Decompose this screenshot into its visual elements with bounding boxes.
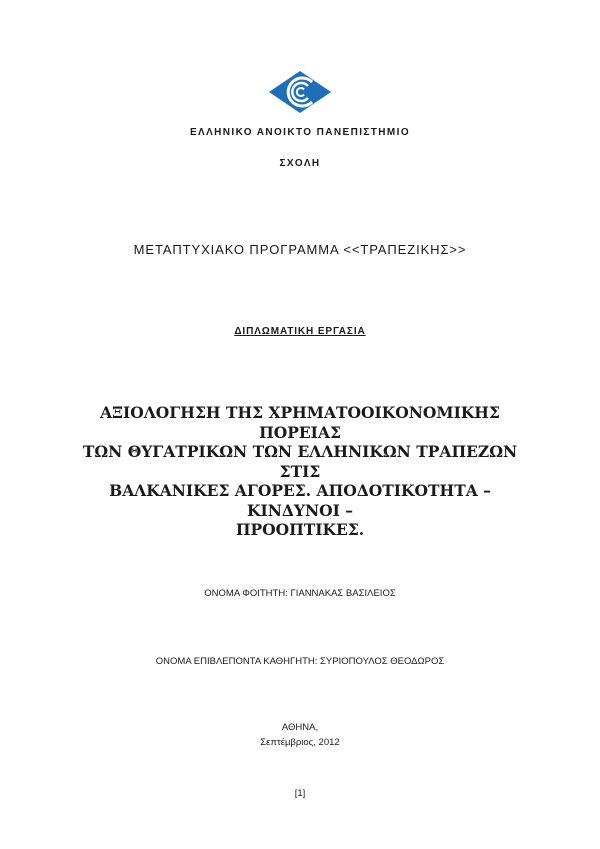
university-name: ΕΛΛΗΝΙΚΟ ΑΝΟΙΚΤΟ ΠΑΝΕΠΙΣΤΗΜΙΟ (189, 127, 411, 138)
supervisor-name: ΟΝΟΜΑ ΕΠΙΒΛΕΠΟΝΤΑ ΚΑΘΗΓΗΤΗ: ΣΥΡΙΟΠΟΥΛΟΣ ΘΕΟΔΩΡΟΣ (155, 656, 445, 667)
thesis-title-line: ΠΡΟΟΠΤΙΚΕΣ. (235, 520, 365, 539)
thesis-title (70, 403, 530, 540)
student-name: ΟΝΟΜΑ ΦΟΙΤΗΤΗ: ΓΙΑΝΝΑΚΑΣ ΒΑΣΙΛΕΙΟΣ (204, 588, 396, 599)
date: Σεπτέμβριος, 2012 (260, 737, 340, 748)
program-name: ΜΕΤΑΠΤΥΧΙΑΚΟ ΠΡΟΓΡΑΜΜΑ <<ΤΡΑΠΕΖΙΚΗΣ>> (133, 242, 467, 257)
school-name: ΣΧΟΛΗ (279, 158, 321, 169)
city: ΑΘΗΝΑ, (281, 722, 319, 733)
thesis-title-line: ΒΑΛΚΑΝΙΚΕΣ ΑΓΟΡΕΣ. ΑΠΟΔΟΤΙΚΟΤΗΤΑ – ΚΙΝΔΥΝΟΙ – (109, 481, 491, 520)
thesis-label: ΔΙΠΛΩΜΑΤΙΚΗ ΕΡΓΑΣΙΑ (234, 326, 366, 337)
university-logo-icon (268, 70, 332, 114)
thesis-title-line: ΤΩΝ ΘΥΓΑΤΡΙΚΩΝ ΤΩΝ ΕΛΛΗΝΙΚΩΝ ΤΡΑΠΕΖΩΝ ΣΤΙΣ (82, 442, 518, 481)
thesis-title-line: ΑΞΙΟΛΟΓΗΣΗ ΤΗΣ ΧΡΗΜΑΤΟΟΙΚΟΝΟΜΙΚΗΣ ΠΟΡΕΙΑΣ (100, 403, 500, 442)
page-number: [1] (294, 788, 306, 799)
